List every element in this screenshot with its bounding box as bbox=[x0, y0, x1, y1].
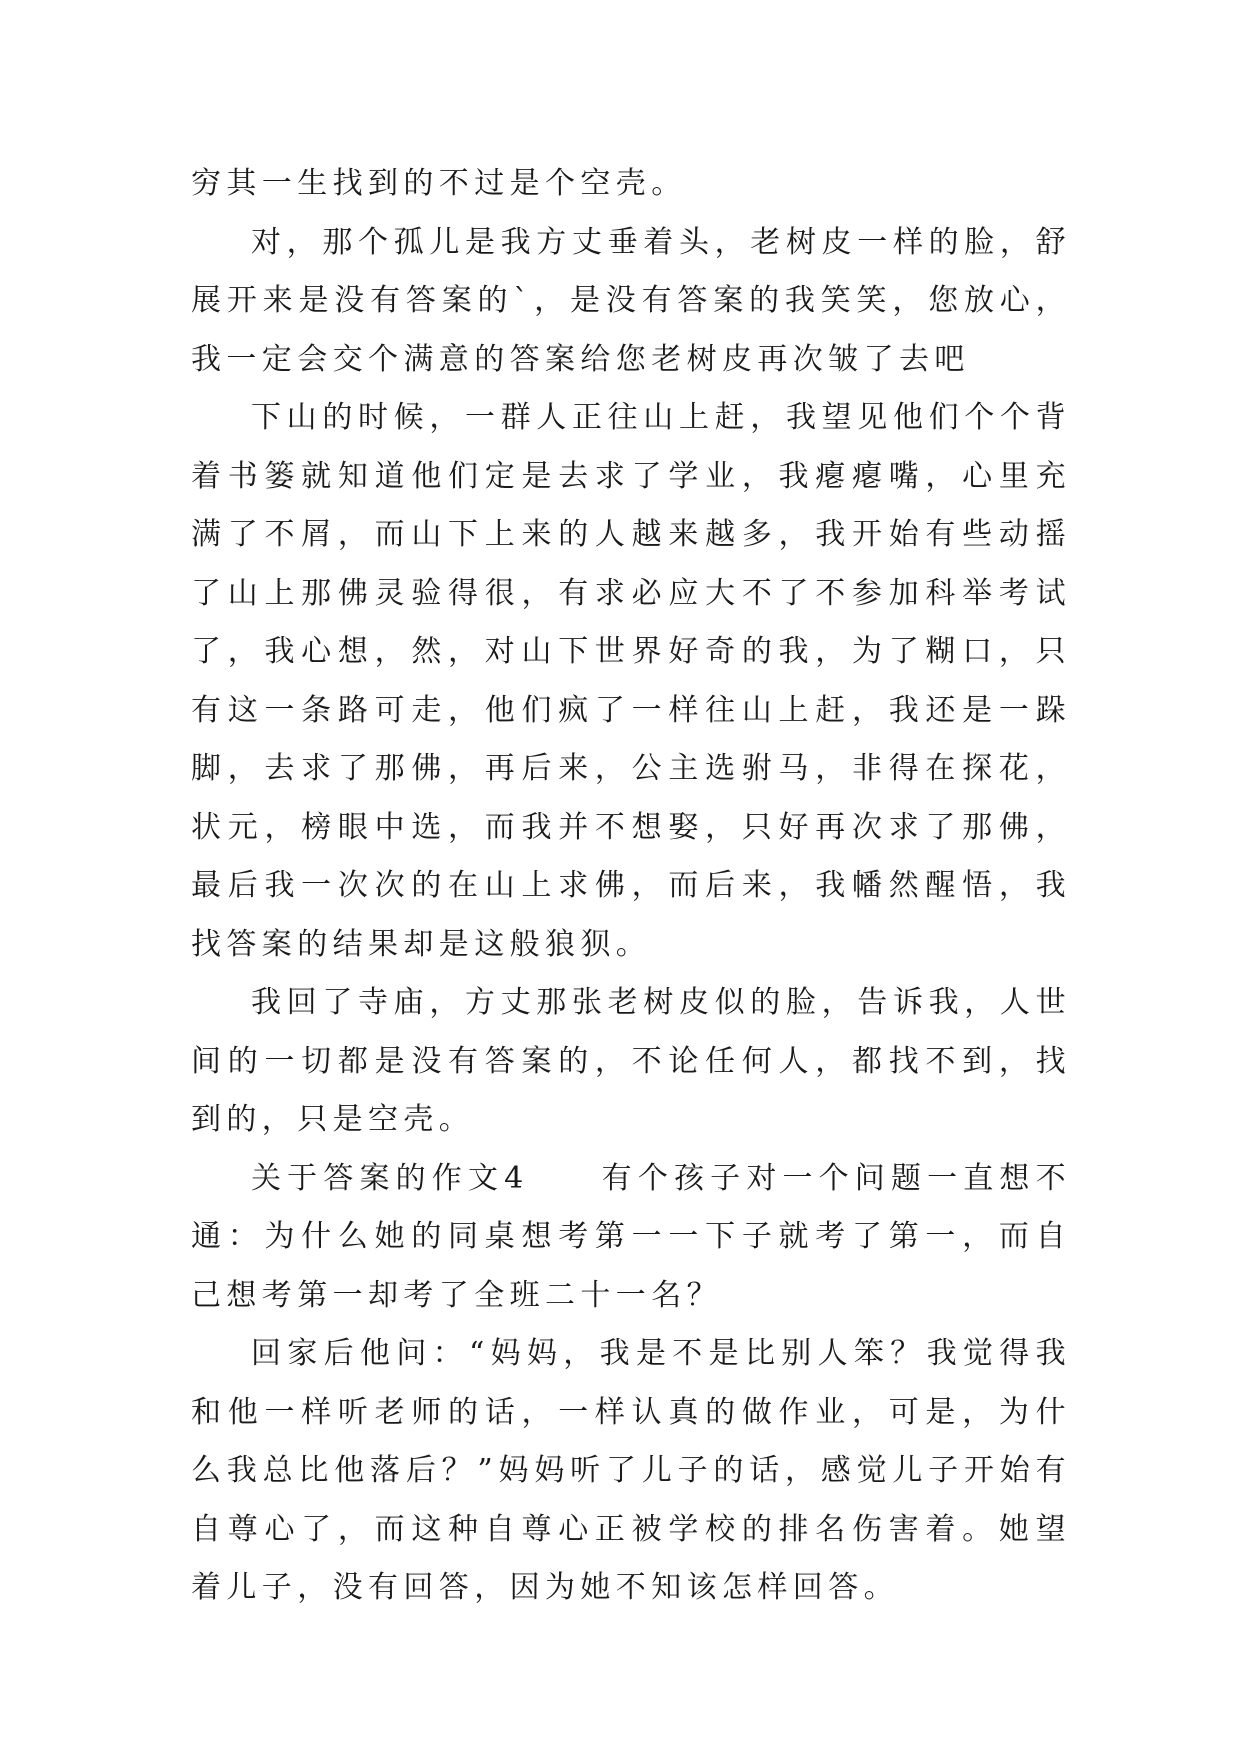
paragraph-essay-4-intro: 关于答案的作文4 有个孩子对一个问题一直想不通：为什么她的同桌想考第一一下子就考了第一，而自己想考第一却考了全班二十一名？ bbox=[191, 1160, 1071, 1313]
essay-body bbox=[191, 155, 1071, 1618]
paragraph-down-the-mountain: 下山的时候，一群人正往山上赶，我望见他们个个背着书篓就知道他们定是去求了学业，我瘪瘪嘴，心里充满了不屑，而山下上来的人越来越多，我开始有些动摇了山上那佛灵验得很，有求必应大不了不参加科举考试了，我心想，然，对山下世界好奇的我，为了糊口，只有这一条路可走，他们疯了一样往山上赶，我还是一跺脚，去求了那佛，再后来，公主选驸马，非得在探花，状元，榜眼中选，而我并不想娶，只好再次求了那佛，最后我一次次的在山上求佛，而后来，我幡然醒悟，我找答案的结果却是这般狼狈。 bbox=[191, 400, 1071, 962]
paragraph-continuation: 穷其一生找到的不过是个空壳。 bbox=[191, 166, 687, 201]
paragraph-child-asks-mother: 回家后他问：“妈妈，我是不是比别人笨？我觉得我和他一样听老师的话，一样认真的做作业，可是，为什么我总比他落后？”妈妈听了儿子的话，感觉儿子开始有自尊心了，而这种自尊心正被学校的排名伤害着。她望着儿子，没有回答，因为她不知该怎样回答。 bbox=[191, 1336, 1071, 1605]
paragraph-return-to-temple: 我回了寺庙，方丈那张老树皮似的脸，告诉我，人世间的一切都是没有答案的，不论任何人，都找不到，找到的，只是空壳。 bbox=[191, 985, 1071, 1137]
paragraph-abbot-reply: 对，那个孤儿是我方丈垂着头，老树皮一样的脸，舒展开来是没有答案的`，是没有答案的我笑笑，您放心，我一定会交个满意的答案给您老树皮再次皱了去吧 bbox=[191, 224, 1071, 377]
